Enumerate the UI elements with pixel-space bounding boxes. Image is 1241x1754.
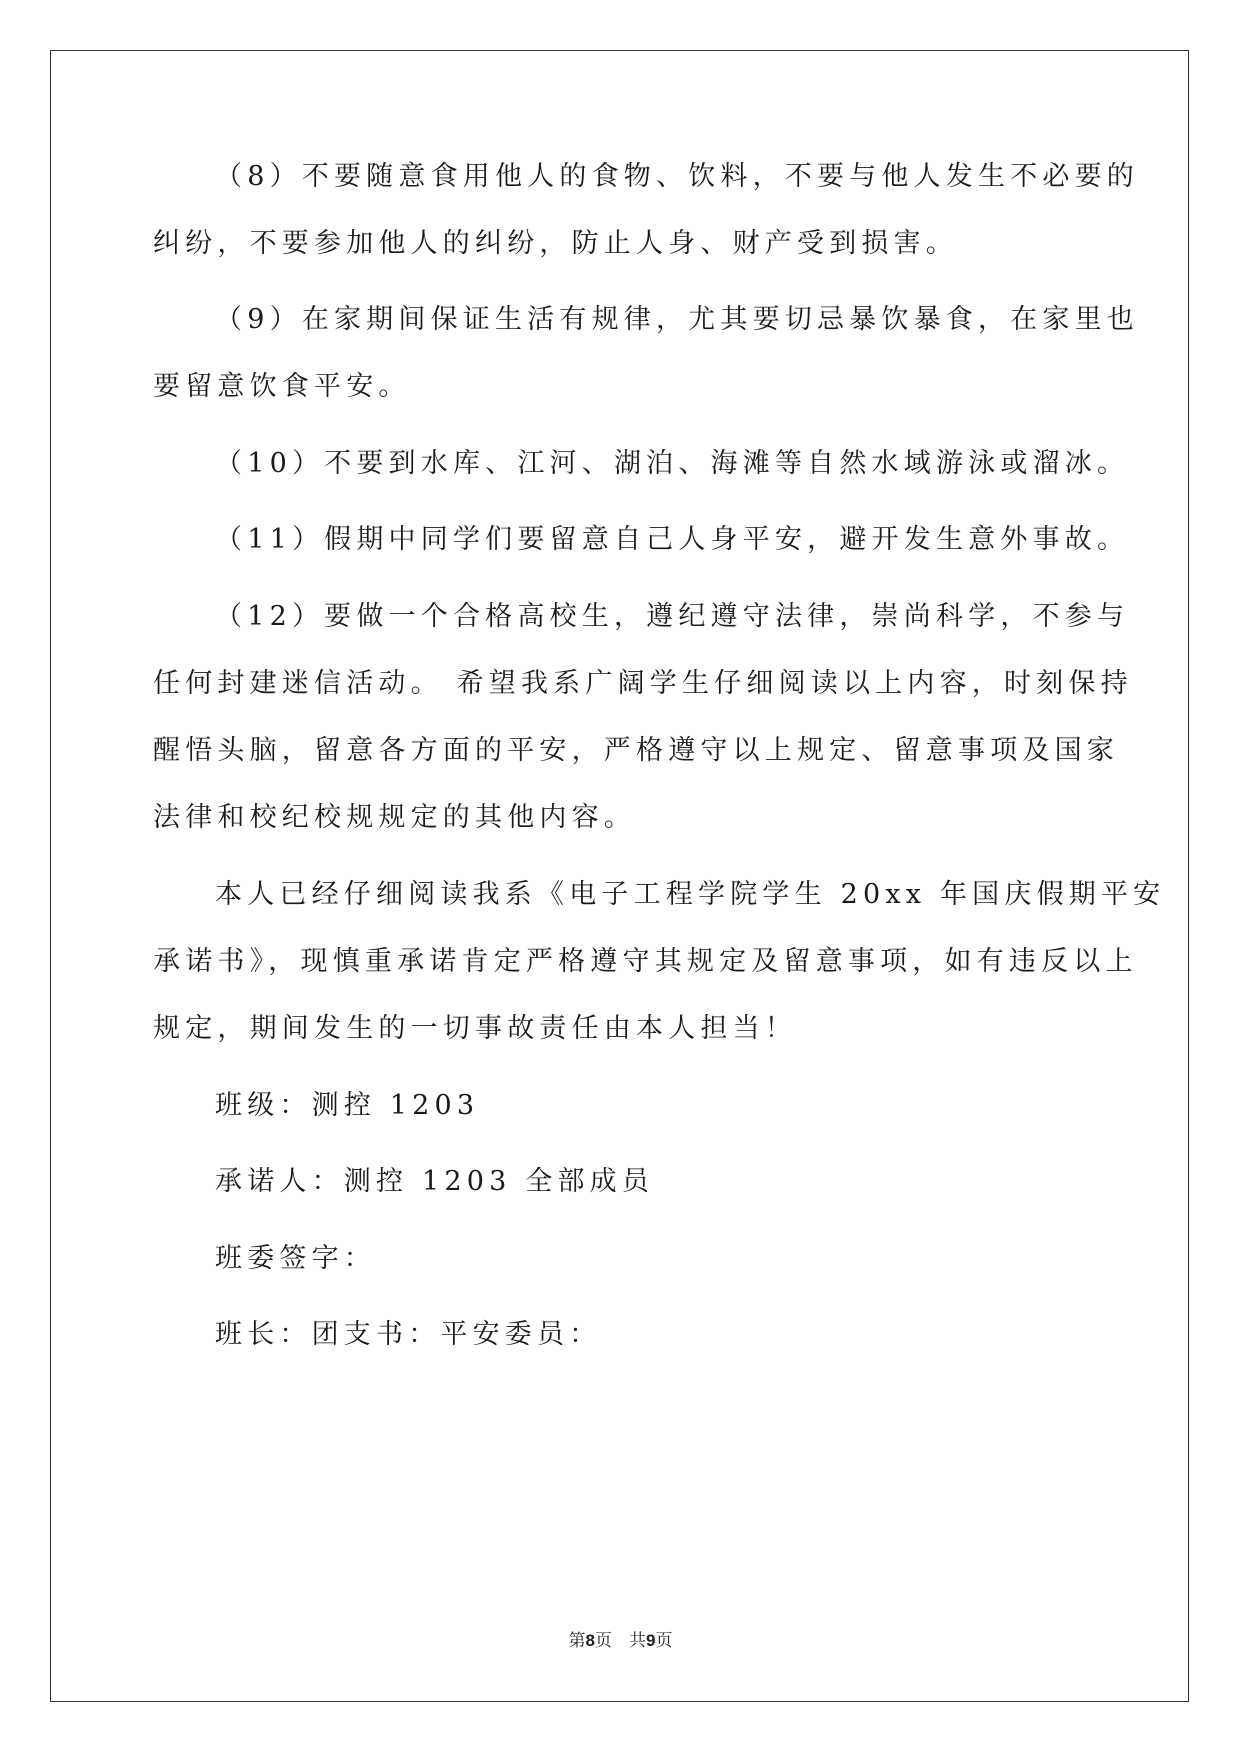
class-field: 班级：测控 1203 bbox=[215, 1090, 480, 1121]
officer-signature-fields: 班长：团支书：平安委员： bbox=[215, 1319, 602, 1350]
pledge-line-3: 规定，期间发生的一切事故责任由本人担当！ bbox=[153, 1013, 797, 1044]
paragraph-11: （11）假期中同学们要留意自己人身平安，避开发生意外事故。 bbox=[215, 524, 1130, 555]
paragraph-12-line-2: 任何封建迷信活动。 希望我系广阔学生仔细阅读以上内容，时刻保持 bbox=[153, 668, 1133, 699]
paragraph-12-line-4: 法律和校纪校规规定的其他内容。 bbox=[153, 802, 636, 833]
paragraph-8-line-1: （8）不要随意食用他人的食物、饮料，不要与他人发生不必要的 bbox=[215, 161, 1139, 192]
page-border bbox=[50, 50, 1189, 1702]
committee-signature-field: 班委签字： bbox=[215, 1243, 376, 1274]
paragraph-12-line-1: （12）要做一个合格高校生，遵纪遵守法律，崇尚科学，不参与 bbox=[215, 601, 1130, 632]
pledger-field: 承诺人：测控 1203 全部成员 bbox=[215, 1166, 655, 1197]
paragraph-8-line-2: 纠纷，不要参加他人的纠纷，防止人身、财产受到损害。 bbox=[153, 228, 958, 259]
total-page-number: 9 bbox=[646, 1631, 656, 1650]
paragraph-12-line-3: 醒悟头脑，留意各方面的平安，严格遵守以上规定、留意事项及国家 bbox=[153, 735, 1119, 766]
page-number-footer bbox=[0, 1626, 1241, 1651]
paragraph-10: （10）不要到水库、江河、湖泊、海滩等自然水域游泳或溜冰。 bbox=[215, 448, 1130, 479]
pledge-line-1: 本人已经仔细阅读我系《电子工程学院学生 20xx 年国庆假期平安 bbox=[215, 879, 1166, 910]
footer-prefix: 第 bbox=[568, 1631, 586, 1651]
paragraph-9-line-1: （9）在家期间保证生活有规律，尤其要切忌暴饮暴食，在家里也 bbox=[215, 304, 1139, 335]
paragraph-9-line-2: 要留意饮食平安。 bbox=[153, 371, 411, 402]
current-page-number: 8 bbox=[585, 1631, 595, 1650]
pledge-line-2: 承诺书》，现慎重承诺肯定严格遵守其规定及留意事项，如有违反以上 bbox=[153, 946, 1138, 977]
footer-suffix: 页 bbox=[655, 1631, 673, 1651]
footer-mid: 页 共 bbox=[595, 1631, 646, 1651]
